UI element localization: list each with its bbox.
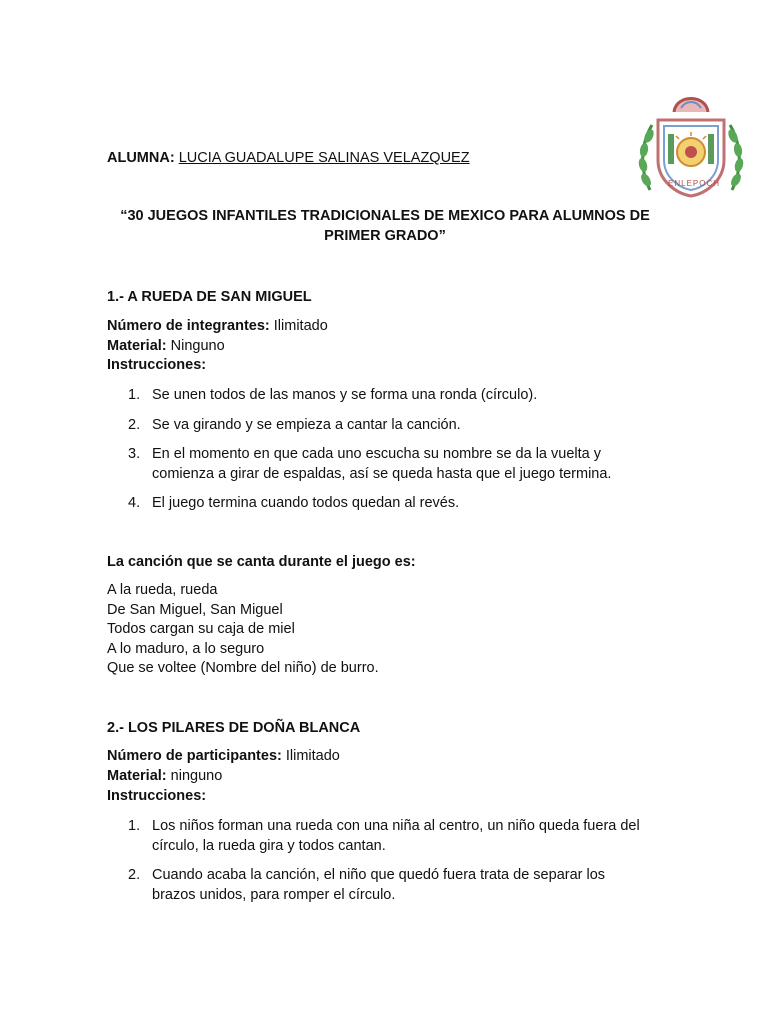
song-heading: La canción que se canta durante el juego es: [107, 554, 416, 570]
material-value: Ninguno [170, 338, 225, 354]
list-item: 4. El juego termina cuando todos quedan al revés. [128, 495, 460, 511]
song-line: A la rueda, rueda [107, 582, 218, 598]
material-label: Material: [107, 768, 167, 784]
game-1-material [107, 337, 225, 357]
list-item: 1. Los niños forman una rueda con una niña al centro, un niño queda fuera del círculo, la rueda gira y todos cantan. [128, 818, 640, 854]
song-line: Que se voltee (Nombre del niño) de burro. [107, 660, 379, 676]
game-2-instructions-label: Instrucciones: [107, 788, 207, 804]
list-item: 1. Se unen todos de las manos y se forma una ronda (círculo). [128, 387, 538, 403]
game-1-instructions-label: Instrucciones: [107, 357, 207, 373]
song-line: Todos cargan su caja de miel [107, 621, 295, 637]
game-2-title: 2.- LOS PILARES DE DOÑA BLANCA [107, 720, 361, 736]
document-title: “30 JUEGOS INFANTILES TRADICIONALES DE MEXICO PARA ALUMNOS DE PRIMER GRADO” [120, 208, 650, 244]
list-item: 2. Se va girando y se empieza a cantar la canción. [128, 416, 461, 433]
list-item: 2. Cuando acaba la canción, el niño que quedó fuera trata de separar los brazos unidos, para romper el círculo. [128, 867, 606, 903]
game-2-material [107, 767, 222, 787]
song-lyrics [107, 581, 379, 679]
student-label: ALUMNA: [107, 150, 175, 166]
members-label: Número de participantes: [107, 748, 282, 764]
song-line: De San Miguel, San Miguel [107, 601, 283, 618]
game-2-steps [128, 817, 668, 915]
student-name: LUCIA GUADALUPE SALINAS VELAZQUEZ [178, 150, 470, 166]
material-label: Material: [107, 338, 167, 354]
song-line: A lo maduro, a lo seguro [107, 640, 265, 657]
members-label: Número de integrantes: [107, 318, 270, 334]
logo-text: ENLEPOCH [668, 179, 721, 188]
members-value: Ilimitado [273, 318, 328, 334]
list-item: 3. En el momento en que cada uno escucha su nombre se da la vuelta y comienza a girar de espaldas, así se queda hasta que el juego termina. [128, 446, 612, 482]
student-line [107, 149, 470, 169]
game-1-title: 1.- A RUEDA DE SAN MIGUEL [107, 289, 312, 305]
game-1-members [107, 317, 328, 337]
game-1-steps [128, 386, 688, 524]
game-2-members [107, 747, 340, 767]
members-value: Ilimitado [285, 748, 340, 764]
material-value: ninguno [170, 768, 223, 784]
